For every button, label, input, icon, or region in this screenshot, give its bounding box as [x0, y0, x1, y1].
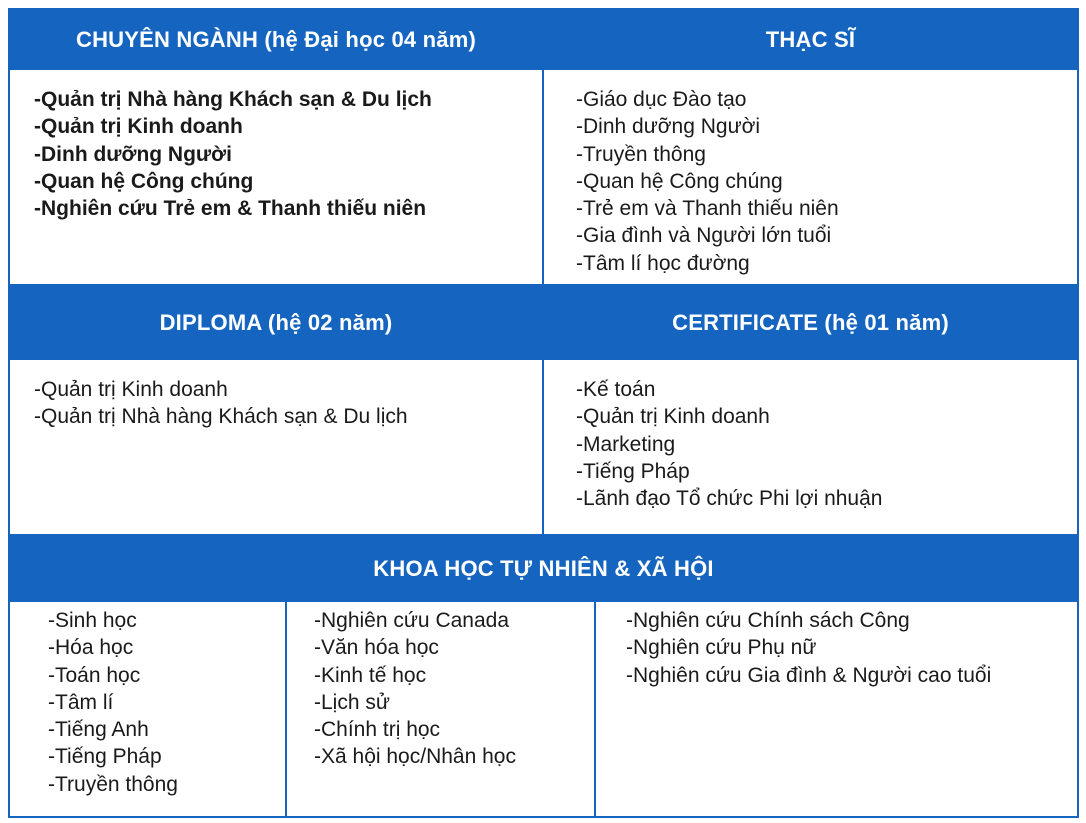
bachelor-title: CHUYÊN NGÀNH (hệ Đại học 04 năm) [75, 27, 476, 52]
diploma-list [34, 376, 408, 431]
list-item: -Marketing [576, 432, 676, 456]
list-item: -Nghiên cứu Chính sách Công [626, 609, 910, 632]
certificate-list [576, 376, 882, 512]
master-header [544, 10, 1077, 70]
list-item: -Giáo dục Đào tạo [576, 88, 747, 111]
list-item: -Truyền thông [48, 772, 178, 796]
master-list [576, 86, 839, 277]
diploma-title: DIPLOMA (hệ 02 năm) [159, 310, 393, 335]
list-item: -Quản trị Nhà hàng Khách sạn & Du lịch [34, 88, 432, 111]
certificate-title: CERTIFICATE (hệ 01 năm) [672, 310, 949, 335]
list-item: -Quản trị Nhà hàng Khách sạn & Du lịch [34, 405, 408, 429]
science-col3 [626, 607, 991, 689]
list-item: -Tiếng Pháp [576, 459, 690, 483]
list-item: -Kế toán [576, 378, 656, 401]
divider-vertical-top [542, 10, 544, 284]
list-item: -Quan hệ Công chúng [34, 169, 254, 193]
science-title: KHOA HỌC TỰ NHIÊN & XÃ HỘI [373, 556, 714, 581]
science-col1 [48, 607, 178, 798]
list-item: -Tâm lí [48, 690, 114, 714]
master-body [576, 86, 839, 277]
list-item: -Chính trị học [314, 718, 441, 742]
bachelor-header [10, 10, 542, 70]
list-item: -Xã hội học/Nhân học [314, 745, 516, 769]
science-list-3 [626, 607, 991, 689]
list-item: -Nghiên cứu Canada [314, 609, 510, 632]
list-item: -Tâm lí học đường [576, 251, 750, 275]
divider-horizontal-row2 [10, 534, 1077, 536]
divider-vertical-bottom-2 [594, 602, 596, 816]
certificate-body [576, 376, 882, 512]
list-item: -Kinh tế học [314, 663, 427, 687]
diploma-header [10, 286, 542, 360]
master-title: THẠC SĨ [765, 27, 856, 52]
list-item: -Toán học [48, 663, 141, 687]
divider-vertical-middle [542, 286, 544, 534]
list-item: -Nghiên cứu Phụ nữ [626, 636, 817, 660]
science-header [10, 536, 1077, 602]
bachelor-body [34, 86, 432, 222]
list-item: -Sinh học [48, 609, 137, 632]
list-item: -Hóa học [48, 636, 134, 660]
science-list-2 [314, 607, 516, 771]
diploma-body [34, 376, 408, 431]
list-item: -Lịch sử [314, 690, 390, 714]
list-item: -Văn hóa học [314, 636, 439, 660]
list-item: -Quản trị Kinh doanh [34, 115, 243, 139]
list-item: -Dinh dưỡng Người [34, 142, 232, 166]
science-list-1 [48, 607, 178, 798]
science-col2 [314, 607, 516, 771]
list-item: -Tiếng Anh [48, 718, 149, 742]
list-item: -Nghiên cứu Trẻ em & Thanh thiếu niên [34, 197, 427, 221]
list-item: -Tiếng Pháp [48, 745, 162, 769]
list-item: -Quản trị Kinh doanh [576, 405, 770, 429]
list-item: -Trẻ em và Thanh thiếu niên [576, 197, 839, 221]
list-item: -Quan hệ Công chúng [576, 169, 783, 193]
list-item: -Quản trị Kinh doanh [34, 378, 228, 401]
list-item: -Dinh dưỡng Người [576, 115, 761, 139]
list-item: -Lãnh đạo Tổ chức Phi lợi nhuận [576, 487, 883, 511]
bachelor-list [34, 86, 432, 222]
certificate-header [544, 286, 1077, 360]
list-item: -Gia đình và Người lớn tuổi [576, 224, 832, 248]
list-item: -Truyền thông [576, 142, 706, 166]
divider-vertical-bottom-1 [285, 602, 287, 816]
list-item: -Nghiên cứu Gia đình & Người cao tuổi [626, 663, 992, 687]
